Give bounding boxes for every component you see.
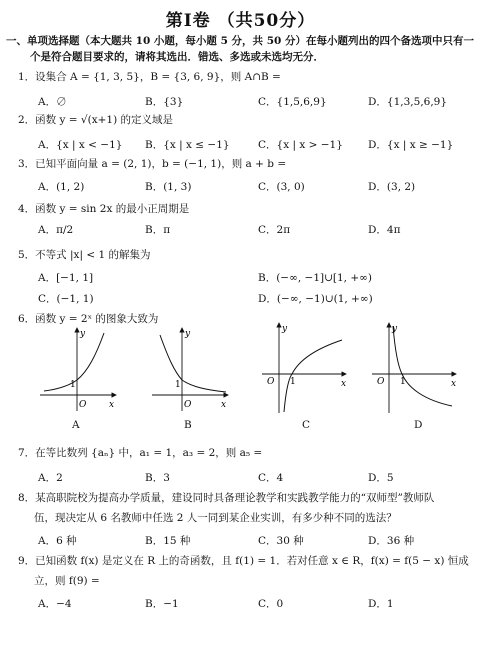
- one-label: 1: [400, 377, 406, 387]
- q3-option-d[interactable]: D．(3, 2): [368, 181, 416, 193]
- question-6-stem: 6．函数 y = 2ˣ 的图象大致为: [18, 313, 159, 325]
- graph-d-label: D: [414, 419, 423, 431]
- question-1-stem: 1．设集合 A = {1, 3, 5}，B = {3, 6, 9}，则 A∩B =: [18, 71, 281, 83]
- y-label: y: [185, 329, 191, 339]
- q2-option-d[interactable]: D．{x | x ≥ −1}: [368, 139, 454, 151]
- q7-option-b[interactable]: B．3: [145, 472, 170, 484]
- section-line-1: 一、单项选择题（本大题共 10 小题，每小题 5 分，共 50 分）在每小题列出的四个备选项中只有一: [6, 35, 474, 47]
- q9-option-d[interactable]: D．1: [368, 598, 394, 610]
- origin-label: O: [184, 400, 192, 410]
- origin-label: O: [267, 377, 275, 387]
- y-label: y: [80, 329, 86, 339]
- question-3-stem: 3．已知平面向量 a = (2, 1)，b = (−1, 1)，则 a + b =: [18, 158, 287, 170]
- q8-option-c[interactable]: C．30 种: [258, 535, 304, 547]
- q5-option-a[interactable]: A．[−1, 1]: [38, 272, 94, 284]
- question-2-stem: 2．函数 y = √(x+1) 的定义域是: [18, 114, 174, 126]
- q8-option-a[interactable]: A．6 种: [38, 535, 77, 547]
- q4-option-a[interactable]: A．π/2: [38, 224, 74, 236]
- y-label: y: [282, 324, 288, 334]
- q4-option-d[interactable]: D．4π: [368, 224, 401, 236]
- q1-option-a[interactable]: A．∅: [38, 96, 67, 108]
- q7-option-d[interactable]: D．5: [368, 472, 394, 484]
- q7-option-c[interactable]: C．4: [258, 472, 284, 484]
- one-label: 1: [290, 377, 296, 387]
- graph-a-label: A: [72, 419, 80, 431]
- q4-option-b[interactable]: B．π: [145, 224, 171, 236]
- curve: [284, 340, 342, 412]
- q1-option-d[interactable]: D．{1,3,5,6,9}: [368, 96, 448, 108]
- section-instructions: [6, 33, 474, 65]
- question-7-stem: 7．在等比数列 {aₙ} 中，a₁ = 1，a₃ = 2，则 a₅ =: [18, 447, 263, 459]
- x-label: x: [341, 379, 347, 389]
- q1-option-c[interactable]: C．{1,5,6,9}: [258, 96, 327, 108]
- q1-option-b[interactable]: B．{3}: [145, 96, 184, 108]
- q7-option-a[interactable]: A．2: [38, 472, 63, 484]
- q3-option-c[interactable]: C．(3, 0): [258, 181, 305, 193]
- q8-option-b[interactable]: B．15 种: [145, 535, 191, 547]
- graph-b[interactable]: [152, 325, 230, 413]
- question-5-stem: 5．不等式 |x| < 1 的解集为: [18, 249, 151, 261]
- q9-option-a[interactable]: A．−4: [38, 598, 72, 610]
- q3-option-b[interactable]: B．(1, 3): [145, 181, 192, 193]
- q5-option-d[interactable]: D．(−∞, −1)∪(1, +∞): [258, 293, 373, 305]
- q2-option-a[interactable]: A．{x | x < −1}: [38, 139, 123, 151]
- section-line-2: 个是符合题目要求的，请将其选出．错选、多选或未选均无分．: [30, 51, 324, 63]
- q4-option-c[interactable]: C．2π: [258, 224, 291, 236]
- q9-option-b[interactable]: B．−1: [145, 598, 179, 610]
- q2-option-c[interactable]: C．{x | x > −1}: [258, 139, 343, 151]
- q5-option-b[interactable]: B．(−∞, −1]∪[1, +∞): [258, 272, 372, 284]
- q3-option-a[interactable]: A．(1, 2): [38, 181, 85, 193]
- origin-label: O: [377, 377, 385, 387]
- question-8-stem-cont: 伍，现决定从 6 名教师中任选 2 人一同到某企业实训，有多少种不同的选法？: [34, 512, 397, 524]
- x-label: x: [109, 400, 115, 410]
- q2-option-b[interactable]: B．{x | x ≤ −1}: [145, 139, 230, 151]
- x-label: x: [221, 400, 227, 410]
- graph-b-label: B: [184, 419, 192, 431]
- origin-label: O: [79, 400, 87, 410]
- graph-c[interactable]: [262, 320, 350, 415]
- curve: [160, 335, 226, 392]
- question-9-stem: 9．已知函数 f(x) 是定义在 R 上的奇函数，且 f(1) = 1．若对任意 x ∈ R，f(x) = f(5 − x) 恒成: [18, 555, 469, 567]
- question-8-stem: 8．某高职院校为提高办学质量，建设同时具备理论教学和实践教学能力的“双师型”教师队: [18, 492, 435, 504]
- y-label: y: [392, 324, 398, 334]
- q9-option-c[interactable]: C．0: [258, 598, 284, 610]
- question-4-stem: 4．函数 y = sin 2x 的最小正周期是: [18, 203, 190, 215]
- graph-a[interactable]: [40, 325, 118, 413]
- graph-d[interactable]: [372, 320, 460, 415]
- question-9-stem-cont: 立，则 f(9) =: [34, 575, 100, 587]
- one-label: 1: [175, 380, 181, 390]
- x-label: x: [451, 379, 457, 389]
- graph-c-label: C: [302, 419, 311, 431]
- exam-part-title: 第Ⅰ卷 （共50分）: [165, 11, 316, 31]
- q5-option-c[interactable]: C．(−1, 1): [38, 293, 94, 305]
- q8-option-d[interactable]: D．36 种: [368, 535, 415, 547]
- curve: [393, 326, 452, 406]
- one-label: 1: [70, 380, 76, 390]
